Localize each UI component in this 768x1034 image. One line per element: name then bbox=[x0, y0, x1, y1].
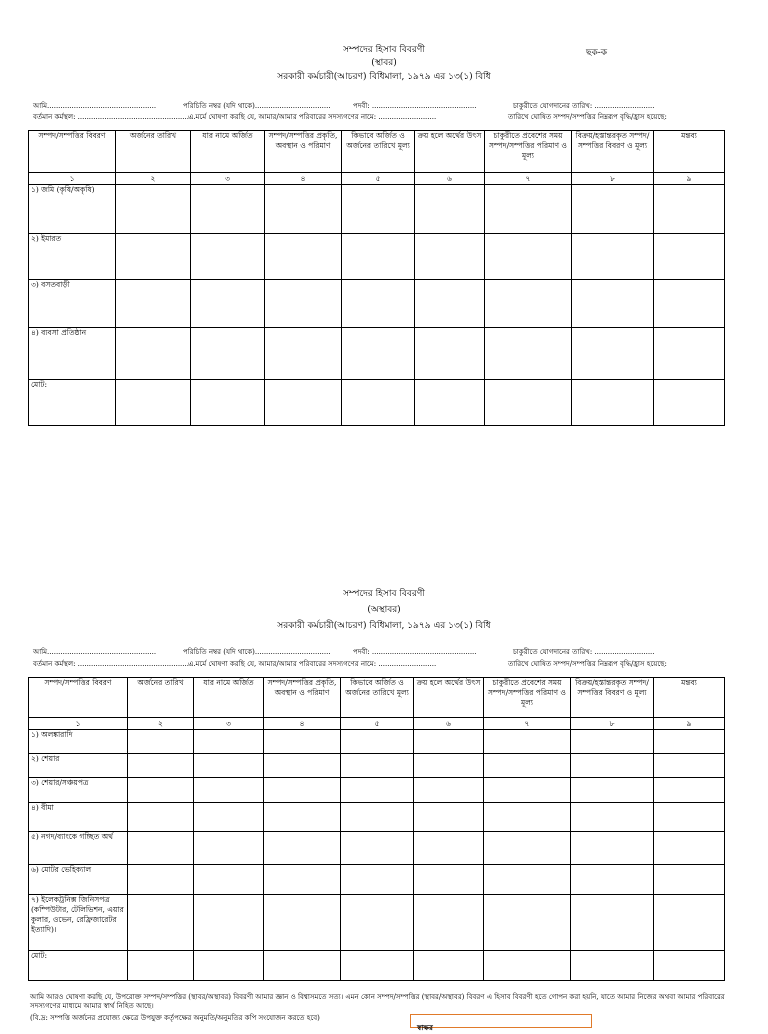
table-cell[interactable] bbox=[484, 865, 571, 895]
joining-field: চাকুরীতে যোগদানের তারিখ: ........................... bbox=[513, 102, 655, 110]
total-label: মোট: bbox=[29, 951, 128, 981]
table-cell[interactable] bbox=[194, 754, 264, 778]
table-cell[interactable] bbox=[484, 778, 571, 803]
table-cell[interactable] bbox=[342, 234, 415, 280]
table-cell[interactable] bbox=[654, 730, 725, 754]
header-nature: সম্পদ/সম্পত্তির প্রকৃতি, অবস্থান ও পরিমাণ bbox=[265, 131, 342, 173]
col-number: ৭ bbox=[485, 173, 572, 185]
table-cell[interactable] bbox=[572, 380, 654, 426]
table-cell[interactable] bbox=[194, 730, 264, 754]
table-cell[interactable] bbox=[342, 185, 415, 234]
table-cell[interactable] bbox=[654, 803, 725, 832]
table-cell[interactable] bbox=[264, 730, 341, 754]
table-row-label: ২) ইমারত bbox=[29, 234, 116, 280]
id-field: পরিচিতি নম্বর (যদি থাকে).................................. bbox=[183, 102, 331, 110]
table-cell[interactable] bbox=[116, 328, 191, 380]
table-cell[interactable] bbox=[341, 832, 414, 865]
table-cell[interactable] bbox=[571, 778, 654, 803]
table-cell[interactable] bbox=[265, 234, 342, 280]
table-cell[interactable] bbox=[341, 730, 414, 754]
header-owner: যার নামে অর্জিত bbox=[191, 131, 265, 173]
table-cell[interactable] bbox=[128, 778, 194, 803]
table-cell[interactable] bbox=[194, 832, 264, 865]
table-cell[interactable] bbox=[572, 234, 654, 280]
table-cell[interactable] bbox=[128, 865, 194, 895]
table-cell[interactable] bbox=[485, 234, 572, 280]
table-cell[interactable] bbox=[341, 865, 414, 895]
movable-assets-table bbox=[28, 677, 725, 981]
header-acq-date: অর্জনের তারিখ bbox=[128, 678, 194, 718]
joining-field: চাকুরীতে যোগদানের তারিখ: ........................... bbox=[513, 648, 655, 656]
table-cell[interactable] bbox=[194, 778, 264, 803]
table-cell[interactable] bbox=[264, 754, 341, 778]
table-cell[interactable] bbox=[571, 895, 654, 951]
date-note: তারিখে ঘোষিত সম্পদ/সম্পত্তির নিম্নরূপ বৃদ্ধি/হ্রাস হয়েছে: bbox=[508, 113, 667, 121]
header-description: সম্পদ/সম্পত্তির বিবরণ bbox=[29, 678, 128, 718]
col-number: ১ bbox=[29, 173, 116, 185]
total-label: মোট: bbox=[29, 380, 116, 426]
table-cell[interactable] bbox=[414, 803, 484, 832]
table-cell[interactable] bbox=[265, 280, 342, 328]
table-row-label: ৩) শেয়ার/সঞ্চয়পত্র bbox=[29, 778, 128, 803]
table-cell[interactable] bbox=[654, 951, 725, 981]
header-description: সম্পদ/সম্পত্তির বিবরণ bbox=[29, 131, 116, 173]
footer-note: (বি.দ্র: সম্পত্তি অর্জনের প্রযোজ্য ক্ষেত্রে উপযুক্ত কর্তৃপক্ষের অনুমতি/অনুমতির কপি সংযোজন করতে হবে) bbox=[30, 1014, 320, 1022]
header-how-acquired: কিভাবে অর্জিত ও অর্জনের তারিখে মূল্য bbox=[342, 131, 415, 173]
header-sold: বিক্রয়/হস্তান্তরকৃত সম্পদ/সম্পত্তির বিবরণ ও মূল্য bbox=[572, 131, 654, 173]
section1-line2 bbox=[33, 113, 667, 122]
table-cell[interactable] bbox=[572, 328, 654, 380]
table-cell[interactable] bbox=[485, 380, 572, 426]
table-cell[interactable] bbox=[264, 895, 341, 951]
section1-title: সম্পদের হিসাব বিবরণী bbox=[343, 45, 425, 55]
table-cell[interactable] bbox=[128, 803, 194, 832]
table-row-label: ৩) বসতবাড়ী bbox=[29, 280, 116, 328]
table-cell[interactable] bbox=[194, 865, 264, 895]
table-cell[interactable] bbox=[484, 803, 571, 832]
table-row-label: ৪) বীমা bbox=[29, 803, 128, 832]
table-cell[interactable] bbox=[485, 185, 572, 234]
col-number: ৫ bbox=[341, 718, 414, 730]
table-cell[interactable] bbox=[341, 778, 414, 803]
section1-line1 bbox=[33, 102, 655, 111]
table-row-label: ৭) ইলেকট্রনিক্স জিনিসপত্র (কম্পিউটার, টেলিভিশন, এয়ার কুলার, ওভেন, রেফ্রিজারেটর ইত্যাদি)। bbox=[29, 895, 128, 951]
table-cell[interactable] bbox=[654, 832, 725, 865]
table-cell[interactable] bbox=[128, 832, 194, 865]
table-cell[interactable] bbox=[571, 730, 654, 754]
table-cell[interactable] bbox=[484, 832, 571, 865]
name-field: আমি................................................. bbox=[33, 102, 157, 110]
table-cell[interactable] bbox=[415, 185, 485, 234]
table-cell[interactable] bbox=[414, 778, 484, 803]
table-cell[interactable] bbox=[191, 280, 265, 328]
col-number: ২ bbox=[116, 173, 191, 185]
table-cell[interactable] bbox=[191, 185, 265, 234]
header-owner: যার নামে অর্জিত bbox=[194, 678, 264, 718]
header-remarks: মন্তব্য bbox=[654, 131, 725, 173]
table-cell[interactable] bbox=[342, 280, 415, 328]
workplace-field: বর্তমান কর্মস্থল: ..................................................... bbox=[33, 113, 196, 121]
table-row-label: ১) অলঙ্কারাদি bbox=[29, 730, 128, 754]
table-cell[interactable] bbox=[116, 234, 191, 280]
table-cell[interactable] bbox=[654, 380, 725, 426]
col-number: ৪ bbox=[264, 718, 341, 730]
table-row-label: ৪) ব্যবসা প্রতিষ্ঠান bbox=[29, 328, 116, 380]
footer-declaration: আমি আরও ঘোষণা করছি যে, উপরোক্ত সম্পদ/সম্পত্তির (স্থাবর/অস্থাবর) বিবরণী আমার জ্ঞান ও বিশ্বাসমতে সত্য। এমন কোন সম্পদ/সম্পত্তির (স্থাবর/অস্থাবর) বিবরণ এ হিসাব বিবরণী হতে গোপন করা হয়নি, যাতে আমার নিজের অথবা আমার পরিবারের সদস্যগণের মাধ্যমে আমার স্বার্থ নিহিত আছে। bbox=[30, 993, 725, 1010]
date-note: তারিখে ঘোষিত সম্পদ/সম্পত্তির নিম্নরূপ বৃদ্ধি/হ্রাস হয়েছে: bbox=[508, 660, 667, 668]
table-cell[interactable] bbox=[414, 754, 484, 778]
signature-box bbox=[410, 1014, 592, 1032]
table-cell[interactable] bbox=[571, 832, 654, 865]
immovable-assets-table bbox=[28, 130, 725, 426]
table-cell[interactable] bbox=[341, 754, 414, 778]
declaration-text: এ মর্মে ঘোষণা করছি যে, আমার/আমার পরিবারের সদস্যগণের নামে: .......................... bbox=[188, 660, 437, 668]
table-cell[interactable] bbox=[484, 895, 571, 951]
table-cell[interactable] bbox=[571, 754, 654, 778]
table-cell[interactable] bbox=[341, 951, 414, 981]
header-nature: সম্পদ/সম্পত্তির প্রকৃতি, অবস্থান ও পরিমাণ bbox=[264, 678, 341, 718]
section2-subtitle: (অস্থাবর) bbox=[367, 605, 401, 615]
table-row-label: ২) শেয়ার bbox=[29, 754, 128, 778]
col-number: ৪ bbox=[265, 173, 342, 185]
table-cell[interactable] bbox=[414, 730, 484, 754]
declaration-text: এ মর্মে ঘোষণা করছি যে, আমার/আমার পরিবারের সদস্যগণের নামে: .......................... bbox=[188, 113, 437, 121]
id-field: পরিচিতি নম্বর (যদি থাকে).................................. bbox=[183, 648, 331, 656]
col-number: ৯ bbox=[654, 173, 725, 185]
table-cell[interactable] bbox=[485, 280, 572, 328]
table-cell[interactable] bbox=[265, 328, 342, 380]
col-number: ৭ bbox=[484, 718, 571, 730]
table-cell[interactable] bbox=[194, 951, 264, 981]
table-row-label: ৫) নগদ/ব্যাংকে গচ্ছিত অর্থ bbox=[29, 832, 128, 865]
table-cell[interactable] bbox=[342, 328, 415, 380]
table-cell[interactable] bbox=[654, 895, 725, 951]
col-number: ৩ bbox=[191, 173, 265, 185]
table-cell[interactable] bbox=[191, 328, 265, 380]
col-number: ১ bbox=[29, 718, 128, 730]
table-cell[interactable] bbox=[572, 185, 654, 234]
table-cell[interactable] bbox=[654, 754, 725, 778]
table-cell[interactable] bbox=[265, 185, 342, 234]
table-cell[interactable] bbox=[571, 951, 654, 981]
section1-subtitle: (স্থাবর) bbox=[371, 58, 397, 68]
table-cell[interactable] bbox=[264, 865, 341, 895]
table-cell[interactable] bbox=[654, 185, 725, 234]
col-number: ৯ bbox=[654, 718, 725, 730]
table-cell[interactable] bbox=[191, 380, 265, 426]
section2-title: সম্পদের হিসাব বিবরণী bbox=[343, 589, 425, 599]
header-entry-value: চাকুরীতে প্রবেশের সময় সম্পদ/সম্পত্তির পরিমাণ ও মূল্য bbox=[484, 678, 571, 718]
col-number: ৬ bbox=[415, 173, 485, 185]
section1-rule: সরকারী কর্মচারী(আচরণ) বিধিমালা, ১৯৭৯ এর ১৩(১) বিধি bbox=[277, 72, 491, 82]
table-cell[interactable] bbox=[654, 234, 725, 280]
table-row-label: ৬) মোটর ভেহিক্যাল bbox=[29, 865, 128, 895]
table-cell[interactable] bbox=[654, 328, 725, 380]
table-cell[interactable] bbox=[414, 895, 484, 951]
header-remarks: মন্তব্য bbox=[654, 678, 725, 718]
header-acq-date: অর্জনের তারিখ bbox=[116, 131, 191, 173]
table-cell[interactable] bbox=[415, 380, 485, 426]
form-id: ছক-ক bbox=[586, 48, 608, 58]
table-cell[interactable] bbox=[265, 380, 342, 426]
table-cell[interactable] bbox=[341, 895, 414, 951]
table-cell[interactable] bbox=[116, 185, 191, 234]
table-cell[interactable] bbox=[415, 328, 485, 380]
designation-field: পদবী: ............................................... bbox=[353, 648, 477, 656]
table-cell[interactable] bbox=[414, 832, 484, 865]
table-cell[interactable] bbox=[264, 803, 341, 832]
designation-field: পদবী: ............................................... bbox=[353, 102, 477, 110]
header-entry-value: চাকুরীতে প্রবেশের সময় সম্পদ/সম্পত্তির পরিমাণ ও মূল্য bbox=[485, 131, 572, 173]
table-cell[interactable] bbox=[415, 234, 485, 280]
col-number: ৮ bbox=[571, 718, 654, 730]
col-number: ৫ bbox=[342, 173, 415, 185]
table-cell[interactable] bbox=[264, 778, 341, 803]
table-cell[interactable] bbox=[485, 328, 572, 380]
table-cell[interactable] bbox=[484, 730, 571, 754]
col-number: ৩ bbox=[194, 718, 264, 730]
header-fund-source: ক্রয় হলে অর্থের উৎস bbox=[415, 131, 485, 173]
header-fund-source: ক্রয় হলে অর্থের উৎস bbox=[414, 678, 484, 718]
table-cell[interactable] bbox=[654, 280, 725, 328]
section2-line2 bbox=[33, 660, 667, 669]
col-number: ৬ bbox=[414, 718, 484, 730]
table-cell[interactable] bbox=[128, 730, 194, 754]
section2-line1 bbox=[33, 648, 655, 657]
workplace-field: বর্তমান কর্মস্থল: ..................................................... bbox=[33, 660, 196, 668]
table-cell[interactable] bbox=[654, 865, 725, 895]
table-cell[interactable] bbox=[414, 865, 484, 895]
table-row-label: ১) জমি (কৃষি/অকৃষি) bbox=[29, 185, 116, 234]
name-field: আমি................................................. bbox=[33, 648, 157, 656]
table-cell[interactable] bbox=[116, 280, 191, 328]
table-cell[interactable] bbox=[572, 280, 654, 328]
table-cell[interactable] bbox=[654, 778, 725, 803]
table-cell[interactable] bbox=[191, 234, 265, 280]
table-cell[interactable] bbox=[128, 754, 194, 778]
header-how-acquired: কিভাবে অর্জিত ও অর্জনের তারিখে মূল্য bbox=[341, 678, 414, 718]
table-cell[interactable] bbox=[484, 754, 571, 778]
table-cell[interactable] bbox=[571, 865, 654, 895]
table-cell[interactable] bbox=[341, 803, 414, 832]
table-cell[interactable] bbox=[264, 951, 341, 981]
table-cell[interactable] bbox=[342, 380, 415, 426]
table-cell[interactable] bbox=[414, 951, 484, 981]
table-cell[interactable] bbox=[264, 832, 341, 865]
table-cell[interactable] bbox=[116, 380, 191, 426]
section2-rule: সরকারী কর্মচারী(আচরণ) বিধিমালা, ১৯৭৯ এর ১৩(১) বিধি bbox=[277, 621, 491, 631]
table-cell[interactable] bbox=[128, 951, 194, 981]
header-sold: বিক্রয়/হস্তান্তরকৃত সম্পদ/সম্পত্তির বিবরণ ও মূল্য bbox=[571, 678, 654, 718]
table-cell[interactable] bbox=[194, 803, 264, 832]
col-number: ২ bbox=[128, 718, 194, 730]
signature-label: স্বাক্ষর bbox=[417, 1023, 433, 1032]
col-number: ৮ bbox=[572, 173, 654, 185]
table-cell[interactable] bbox=[194, 895, 264, 951]
table-cell[interactable] bbox=[571, 803, 654, 832]
table-cell[interactable] bbox=[128, 895, 194, 951]
table-cell[interactable] bbox=[484, 951, 571, 981]
table-cell[interactable] bbox=[415, 280, 485, 328]
